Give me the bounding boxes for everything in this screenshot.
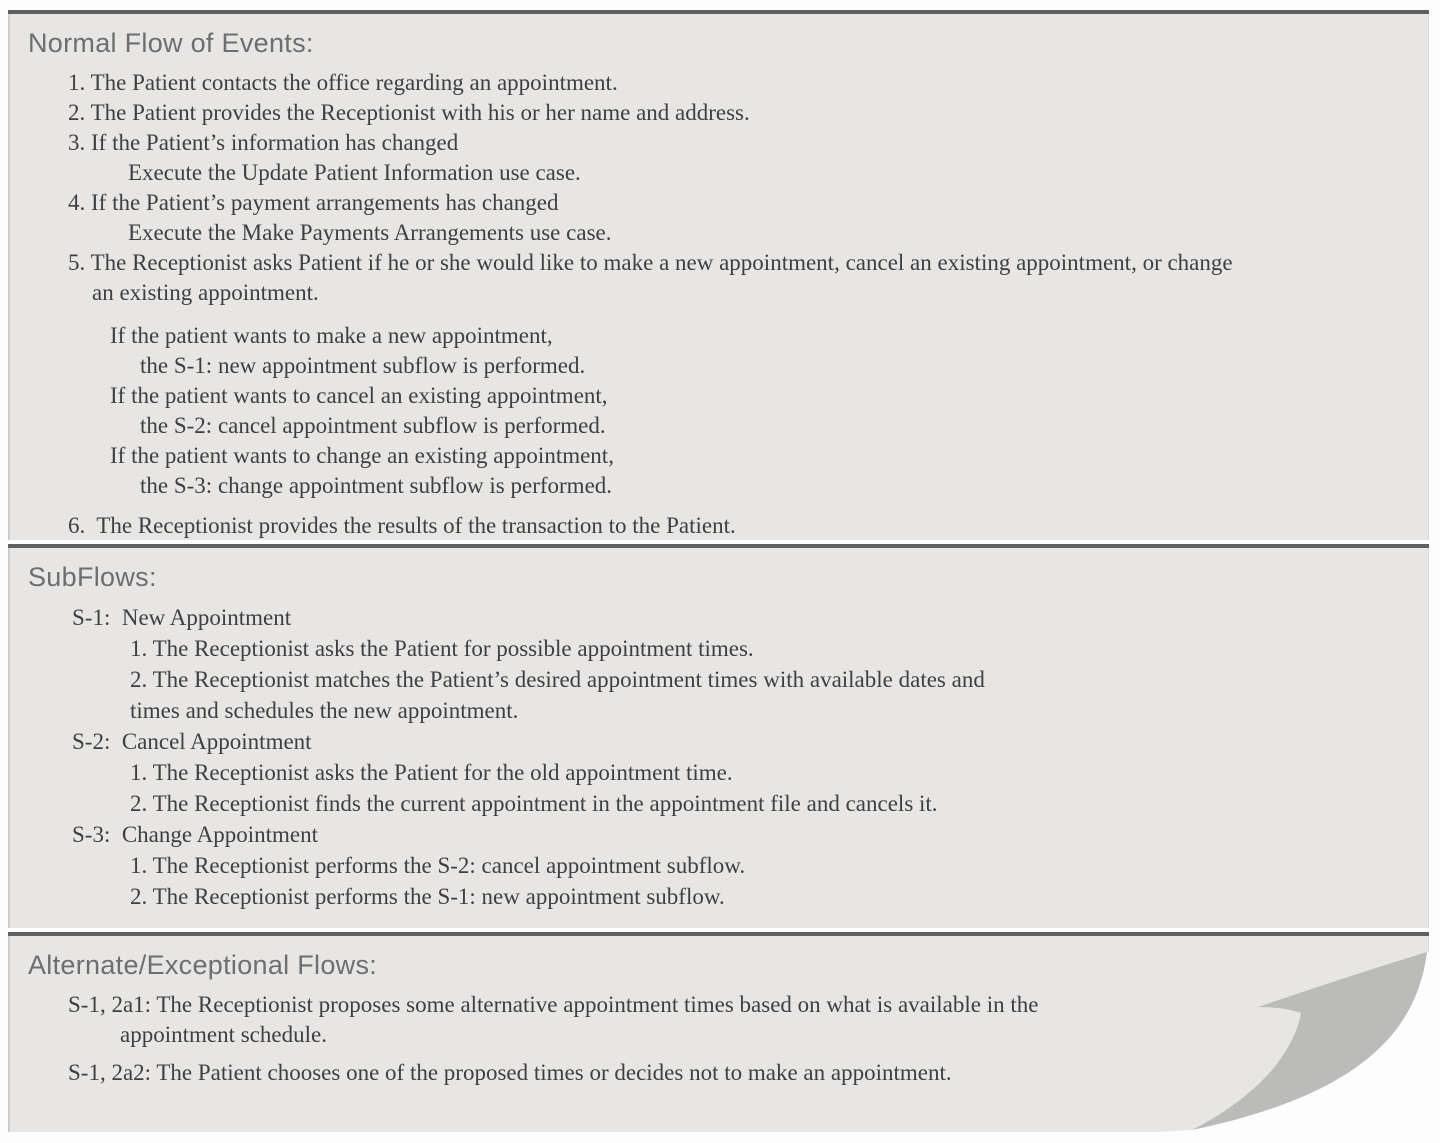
alternate-flows-section [8,932,1429,1132]
alt-flow-step: S-1, 2a2: The Patient chooses one of the proposed times or decides not to make an appointment. [68,1060,952,1085]
subflow-step: 2. The Receptionist finds the current appointment in the appointment file and cancels it. [130,791,938,816]
subflow-step: 2. The Receptionist performs the S-1: new appointment subflow. [130,884,725,909]
section-heading: SubFlows: [28,562,157,592]
section-heading: Alternate/Exceptional Flows: [28,950,378,980]
flow-result: the S-3: change appointment subflow is performed. [140,473,613,498]
flow-step-wrap: an existing appointment. [92,280,319,305]
subflow-title: S-1: New Appointment [72,605,292,630]
subflow-title: S-2: Cancel Appointment [72,729,312,754]
alt-flow-step-wrap: appointment schedule. [120,1022,327,1047]
subflow-step-wrap: times and schedules the new appointment. [130,698,519,723]
subflows-section [8,544,1429,928]
subflow-step: 2. The Receptionist matches the Patient’s desired appointment times with available dates and [130,667,985,692]
flow-step: 3. If the Patient’s information has changed [68,130,459,155]
section-heading: Normal Flow of Events: [28,28,314,58]
flow-step: 5. The Receptionist asks Patient if he or she would like to make a new appointment, cancel an existing appointment, or change [68,250,1233,275]
normal-flow-section [8,10,1429,540]
subflow-step: 1. The Receptionist asks the Patient for possible appointment times. [130,636,754,661]
flow-condition: If the patient wants to cancel an existing appointment, [110,383,608,408]
subflow-step: 1. The Receptionist performs the S-2: cancel appointment subflow. [130,853,746,878]
flow-step: 4. If the Patient’s payment arrangements has changed [68,190,559,215]
flow-step: 6. The Receptionist provides the results of the transaction to the Patient. [68,513,736,538]
subflow-step: 1. The Receptionist asks the Patient for the old appointment time. [130,760,733,785]
flow-step: 2. The Patient provides the Receptionist with his or her name and address. [68,100,750,125]
flow-substep: Execute the Update Patient Information use case. [128,160,581,185]
flow-condition: If the patient wants to change an existing appointment, [110,443,614,468]
flow-result: the S-1: new appointment subflow is performed. [140,353,586,378]
flow-condition: If the patient wants to make a new appointment, [110,323,553,348]
subflow-title: S-3: Change Appointment [72,822,318,847]
flow-substep: Execute the Make Payments Arrangements use case. [128,220,612,245]
flow-result: the S-2: cancel appointment subflow is performed. [140,413,606,438]
alt-flow-step: S-1, 2a1: The Receptionist proposes some alternative appointment times based on what is available in the [68,992,1039,1017]
flow-step: 1. The Patient contacts the office regarding an appointment. [68,70,618,95]
